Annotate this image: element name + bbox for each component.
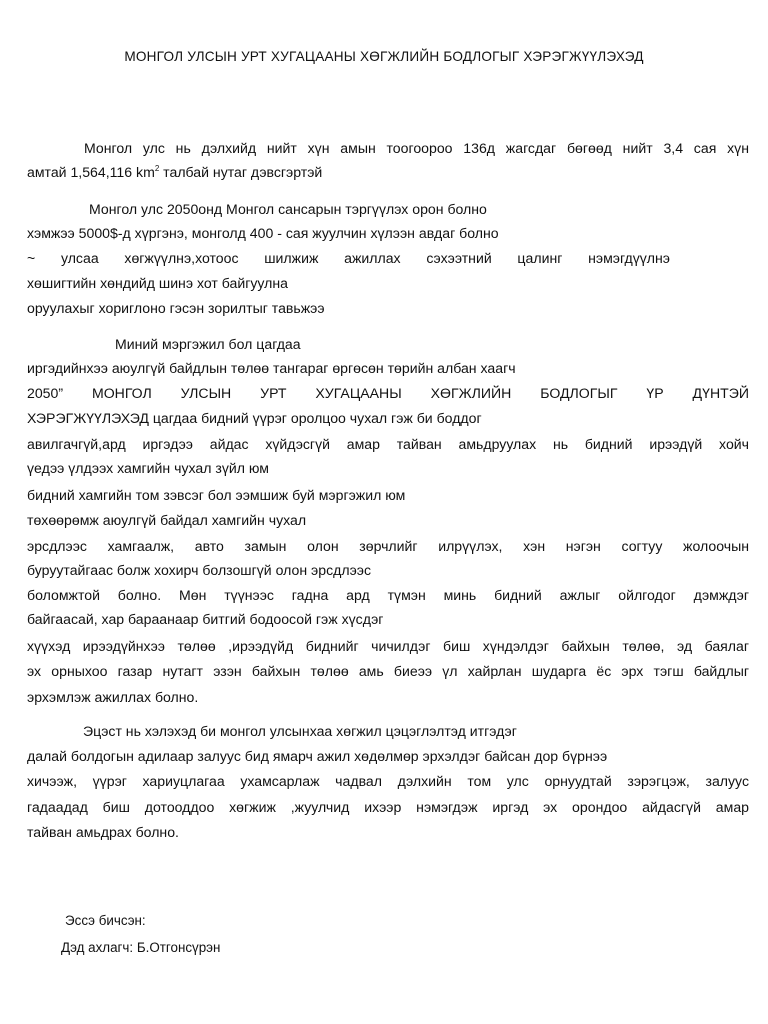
signature-label: Эссэ бичсэн: xyxy=(65,913,146,928)
text-line: авилгачгүй,ард иргэдээ айдас хүйдэсгүй амар тайван амьдруулах нь бидний ирээдүй хойч xyxy=(27,436,749,452)
text-line: ХЭРЭГЖҮҮЛЭХЭД цагдаа бидний үүрэг оролцоо чухал гэж би боддог xyxy=(27,410,482,426)
text-line: төхөөрөмж аюулгүй байдал хамгийн чухал xyxy=(27,512,307,528)
text-line: хэмжээ 5000$-д хүргэнэ, монголд 400 - сая жуулчин хүлээн авдаг болно xyxy=(27,225,499,241)
text-line: Эцэст нь хэлэхэд би монгол улсынхаа хөгжил цэцэглэлтэд итгэдэг xyxy=(83,723,517,739)
text-line: тайван амьдрах болно. xyxy=(27,824,179,840)
signature-name: Дэд ахлагч: Б.Отгонсүрэн xyxy=(61,940,221,955)
text-line: далай болдогын адилаар залуус бид ямарч ажил хөдөлмөр эрхэлдэг байсан дор бүрнээ xyxy=(27,748,608,764)
text-line: хичээж, үүрэг хариуцлагаа ухамсарлаж чадвал дэлхийн том улс орнуудтай зэрэгцэж, залуус xyxy=(27,773,749,789)
text-line: Миний мэргэжил бол цагдаа xyxy=(115,336,301,352)
text-line: ~ улсаа хөгжүүлнэ,хотоос шилжиж ажиллах сэхээтний цалинг нэмэгдүүлнэ xyxy=(27,250,670,266)
text-line: буруутайгаас болж хохирч болзошгүй олон эрсдлээс xyxy=(27,562,371,578)
text-line: боломжтой болно. Мөн түүнээс гадна ард түмэн минь бидний ажлыг ойлгодог дэмждэг xyxy=(27,587,749,603)
text-line: эх орныхоо газар нутагт эзэн байхын төлөө амь биеээ үл хайрлан шударга ёс эрх тэгш байдлыг xyxy=(27,663,749,679)
text-line: оруулахыг хориглоно гэсэн зорилтыг тавьжээ xyxy=(27,300,325,316)
text-line: байгаасай, хар бараанаар битгий бодоосой гэж хүсдэг xyxy=(27,611,384,627)
text-segment: талбай нутаг дэвсгэртэй xyxy=(159,164,323,180)
text-line: үедээ үлдээх хамгийн чухал зүйл юм xyxy=(27,460,269,476)
superscript: 2 xyxy=(154,164,160,173)
text-line: иргэдийнхээ аюулгүй байдлын төлөө тангараг өргөсөн төрийн албан хаагч xyxy=(27,360,516,376)
text-line: эрсдлээс хамгаалж, авто замын олон зөрчлийг илрүүлэх, хэн нэгэн согтуу жолоочын xyxy=(27,538,749,554)
text-segment: амтай 1,564,116 km xyxy=(27,164,155,180)
text-line: Монгол улс 2050онд Монгол сансарын тэргүүлэх орон болно xyxy=(89,201,487,217)
text-line: хүүхэд ирээдүйнхээ төлөө ,ирээдүйд биднийг чичилдэг биш хүндэлдэг байхын төлөө, эд баялаг xyxy=(27,638,749,654)
text-line xyxy=(27,164,322,180)
document-title: МОНГОЛ УЛСЫН УРТ ХУГАЦААНЫ ХӨГЖЛИЙН БОДЛОГЫГ ХЭРЭГЖҮҮЛЭХЭД xyxy=(124,49,644,64)
text-line: эрхэмлэж ажиллах болно. xyxy=(27,689,199,705)
text-line: 2050” МОНГОЛ УЛСЫН УРТ ХУГАЦААНЫ ХӨГЖЛИЙН БОДЛОГЫГ ҮР ДҮНТЭЙ xyxy=(27,385,749,401)
text-line: бидний хамгийн том зэвсэг бол ээмшиж буй мэргэжил юм xyxy=(27,487,406,503)
text-line: хөшигтийн хөндийд шинэ хот байгуулна xyxy=(27,275,288,291)
text-line: Монгол улс нь дэлхийд нийт хүн амын тоогоороо 136д жагсдаг бөгөөд нийт 3,4 сая хүн xyxy=(84,140,749,156)
text-line: гадаадад биш дотооддоо хөгжиж ,жуулчид ихээр нэмэгдэж иргэд эх орондоо айдасгүй амар xyxy=(27,799,749,815)
